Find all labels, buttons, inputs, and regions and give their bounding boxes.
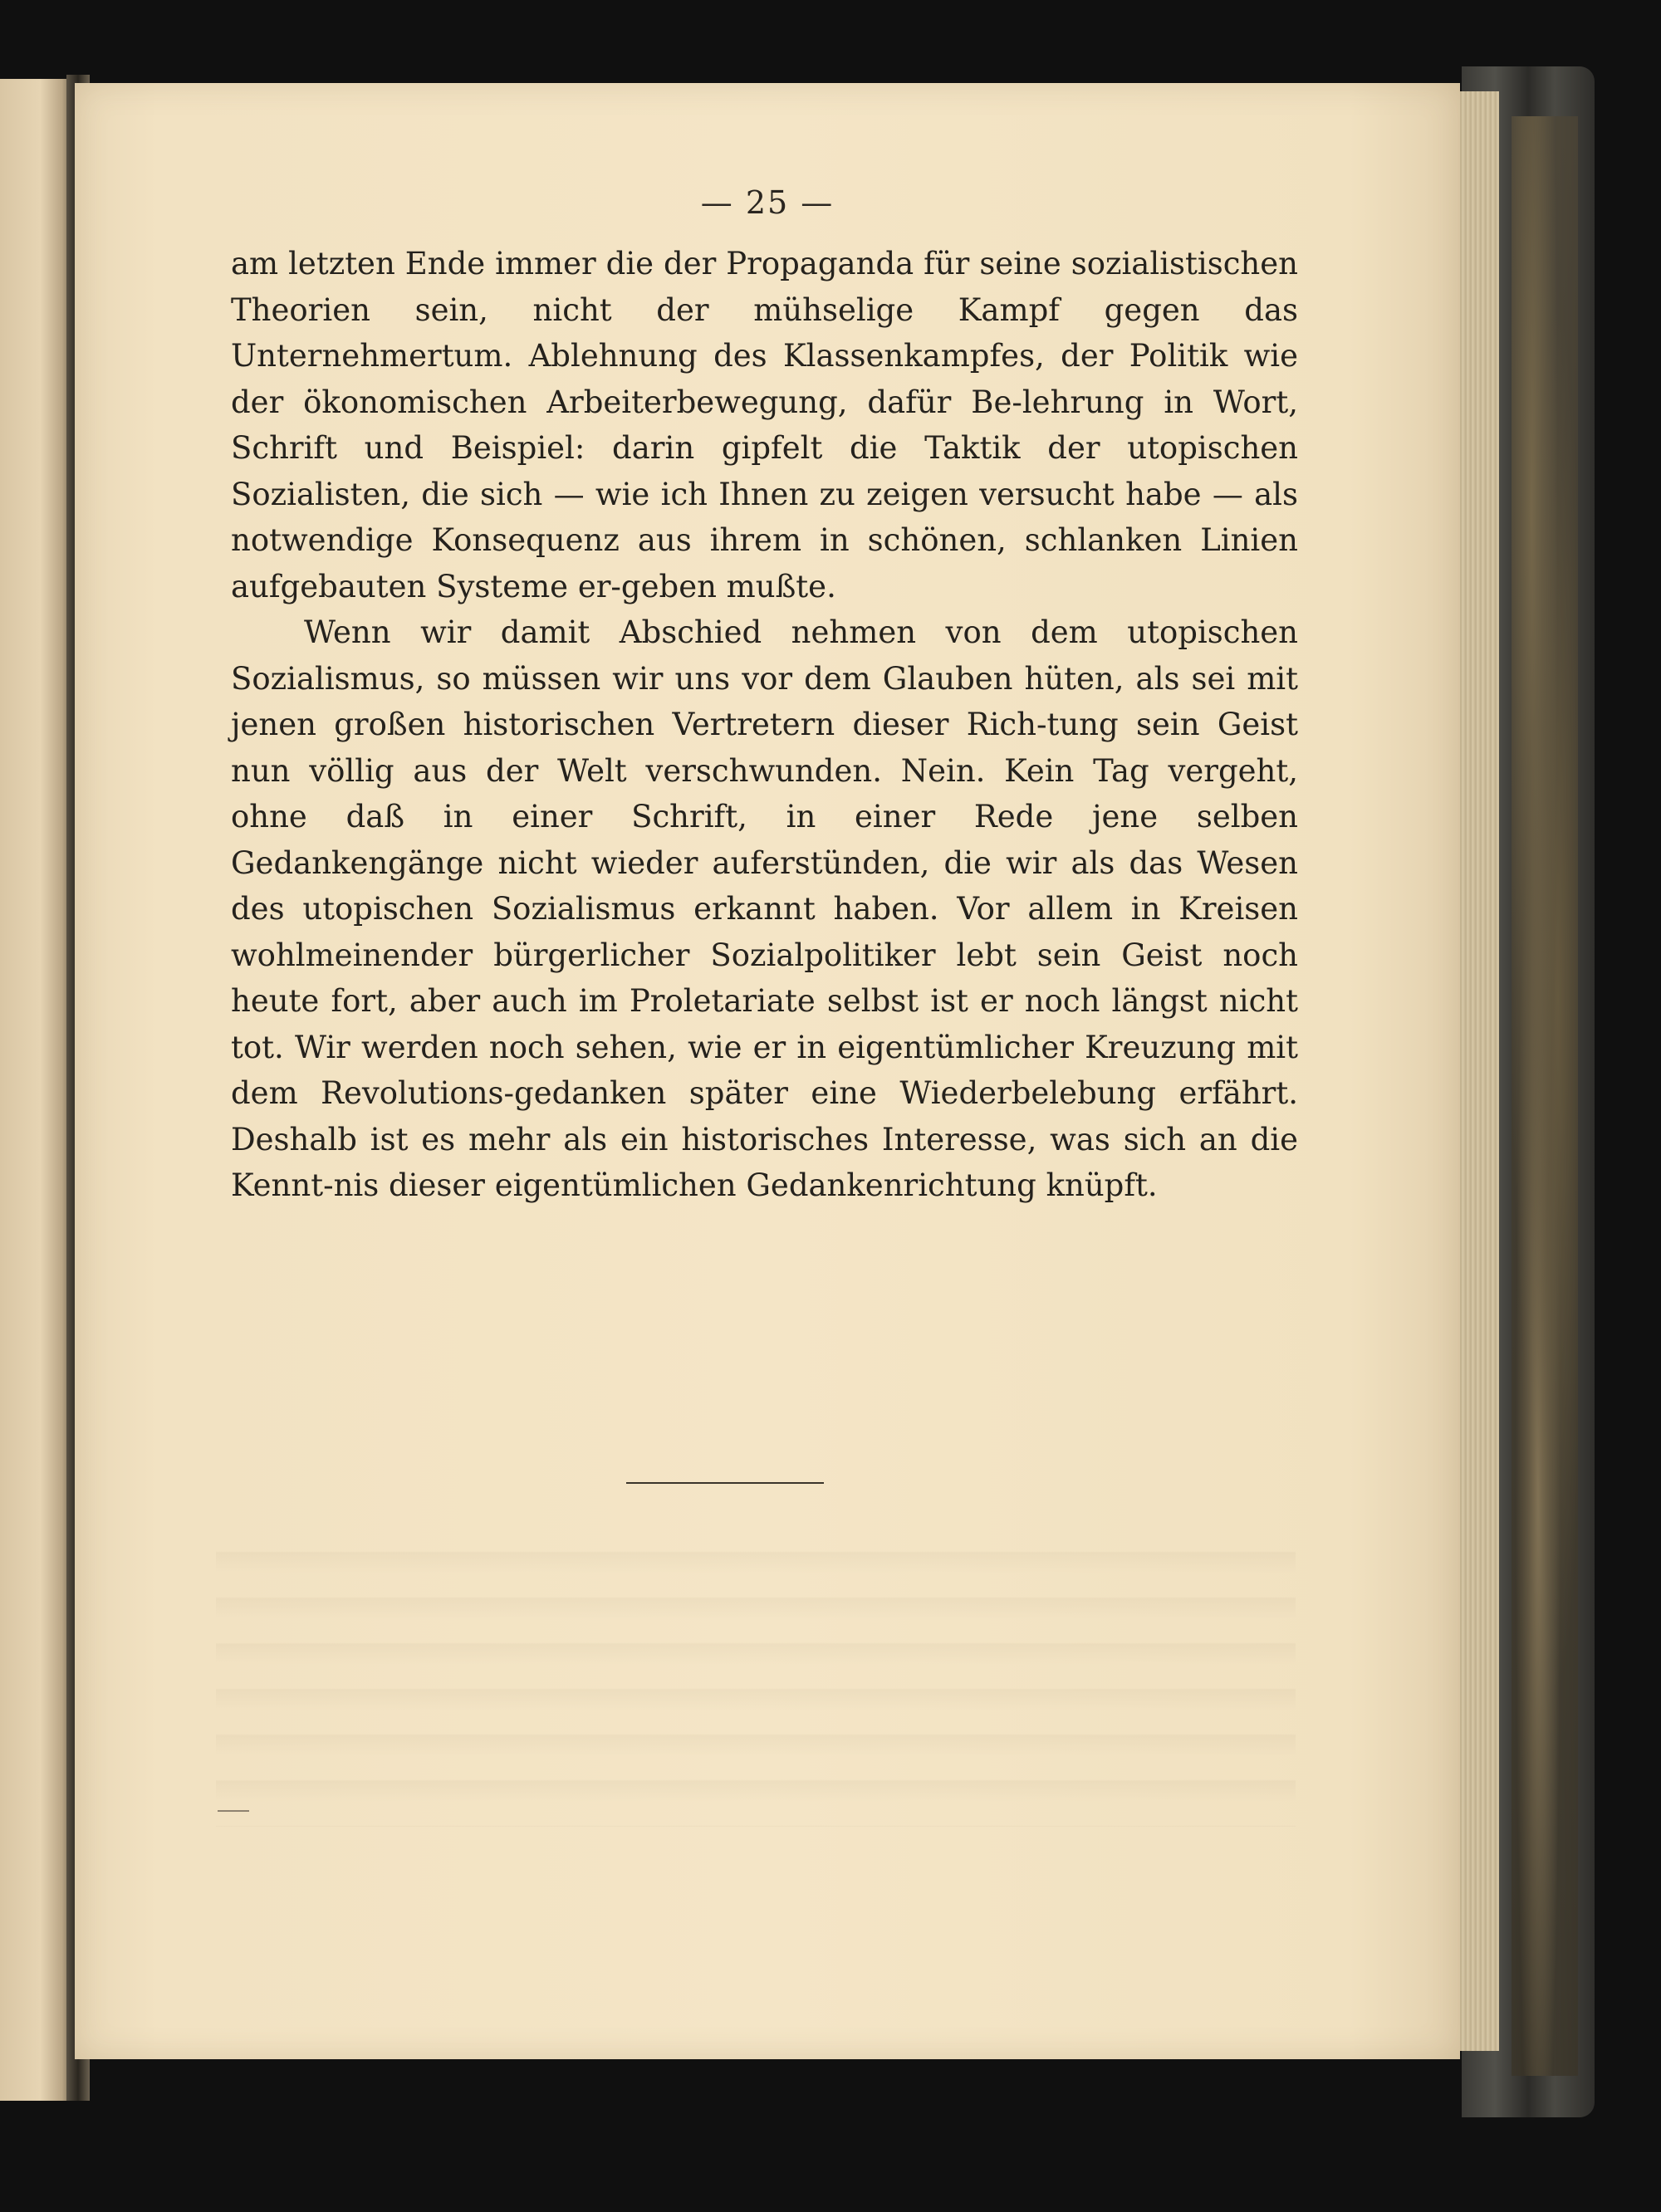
- section-end-rule: [626, 1482, 824, 1484]
- show-through-text: [216, 1528, 1296, 1827]
- paragraph-2: Wenn wir damit Abschied nehmen von dem utopischen Sozialismus, so müssen wir uns vor dem Glauben hüten, als sei mit jenen großen historischen Vertretern dieser Rich-tung sein Geist nun völlig aus der Welt verschwunden. Nein. Kein Tag vergeht, ohne daß in einer Schrift, in einer Rede jene selben Gedankengänge nicht wieder auferstünden, die wir als das Wesen des utopischen Sozialismus erkannt haben. Vor allem in Kreisen wohlmeinender bürgerlicher Sozialpolitiker lebt sein Geist noch heute fort, aber auch im Proletariate selbst ist er noch längst nicht tot. Wir werden noch sehen, wie er in eigentümlicher Kreuzung mit dem Revolutions-gedanken später eine Wiederbelebung erfährt. Deshalb ist es mehr als ein historisches Interesse, was sich an die Kennt-nis dieser eigentümlichen Gedankenrichtung knüpft.: [231, 614, 1298, 1203]
- page-number: — 25 —: [700, 184, 835, 221]
- stray-mark: [218, 1810, 249, 1812]
- cover-marbling: [1512, 116, 1578, 2076]
- facing-page-edge: [0, 79, 73, 2101]
- page-block-edges: [1458, 91, 1499, 2051]
- paragraph-1: am letzten Ende immer die der Propaganda für seine sozialistischen Theorien sein, nicht der mühselige Kampf gegen das Unternehmertum. Ablehnung des Klassenkampfes, der Politik wie der ökonomischen Arbeiterbewegung, dafür Be-lehrung in Wort, Schrift und Beispiel: darin gipfelt die Taktik der utopischen Sozialisten, die sich — wie ich Ihnen zu zeigen versucht habe — als notwendige Konsequenz aus ihrem in schönen, schlanken Linien aufgebauten Systeme er-geben mußte.: [231, 246, 1298, 604]
- page-body: [231, 241, 1298, 1209]
- book-page: [75, 83, 1460, 2059]
